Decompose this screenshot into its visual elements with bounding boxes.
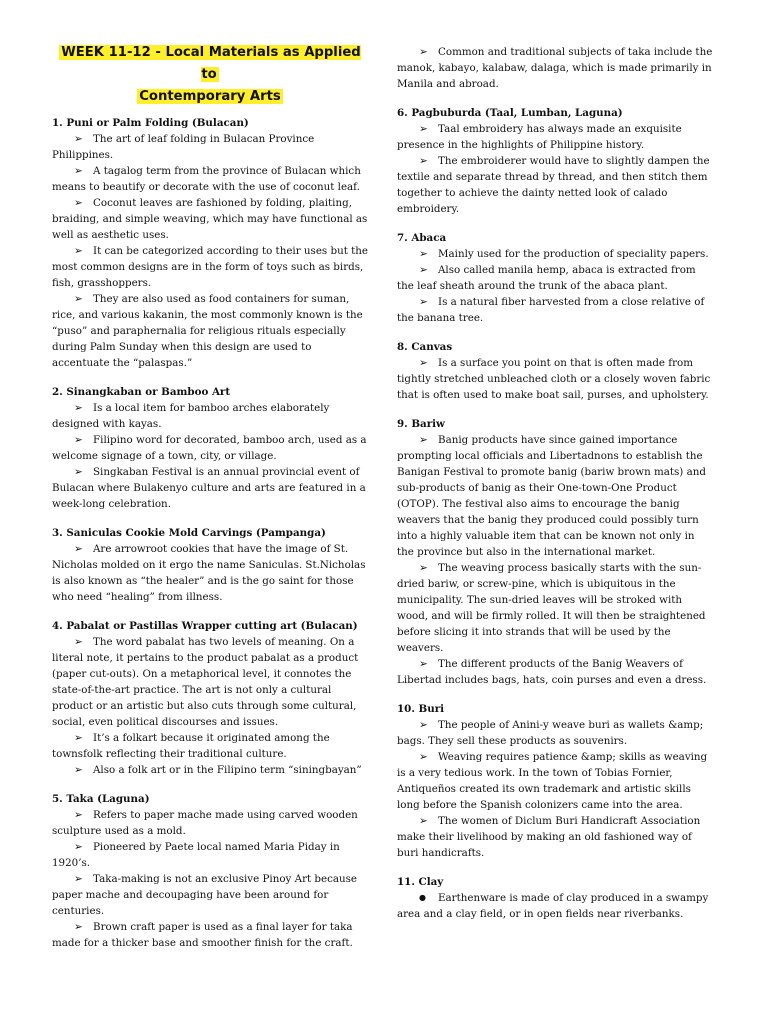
list-item <box>52 195 368 243</box>
list-item-text: Banig products have since gained importance prompting local officials and Libertadnons to establish the Banigan Festival to promote banig (bariw brown mats) and sub-products of banig as their One-town-One Product (OTOP). The festival also aims to encourage the banig weavers that the banig they produced could possibly turn into a highly valuable item that can be known not only in the province but also in the international market. <box>397 434 706 558</box>
list-item <box>52 541 368 605</box>
page-title <box>52 42 368 108</box>
list-item-text: The different products of the Banig Weavers of Libertad includes bags, hats, coin purses and even a dress. <box>397 658 707 686</box>
section <box>52 115 368 371</box>
arrow-bullet-icon: ➢ <box>74 434 83 446</box>
arrow-bullet-icon: ➢ <box>419 658 428 670</box>
list-item <box>397 717 713 749</box>
list-item-text: It’s a folkart because it originated among the townsfolk reflecting their traditional culture. <box>52 732 330 760</box>
list-item <box>52 762 368 778</box>
list-item-text: The women of Diclum Buri Handicraft Association make their livelihood by making an old fashioned way of buri handicrafts. <box>397 815 701 859</box>
section-heading: 1. Puni or Palm Folding (Bulacan) <box>52 117 249 129</box>
list-item <box>397 813 713 861</box>
list-item <box>52 163 368 195</box>
list-item <box>397 121 713 153</box>
arrow-bullet-icon: ➢ <box>74 764 83 776</box>
right-sections <box>397 44 713 922</box>
section <box>397 339 713 403</box>
list-item <box>397 890 713 922</box>
arrow-bullet-icon: ➢ <box>419 248 428 260</box>
section-heading: 10. Buri <box>397 703 445 715</box>
list-item-text: Singkaban Festival is an annual provincial event of Bulacan where Bulakenyo culture and arts are featured in a week-long celebration. <box>52 466 366 510</box>
list-item-text: Also called manila hemp, abaca is extracted from the leaf sheath around the trunk of the abaca plant. <box>397 264 696 292</box>
arrow-bullet-icon: ➢ <box>74 245 83 257</box>
arrow-bullet-icon: ➢ <box>419 296 428 308</box>
arrow-bullet-icon: ➢ <box>74 841 83 853</box>
list-item <box>52 400 368 432</box>
section <box>397 701 713 861</box>
arrow-bullet-icon: ➢ <box>419 751 428 763</box>
arrow-bullet-icon: ➢ <box>419 155 428 167</box>
title-line-2: Contemporary Arts <box>139 89 281 104</box>
arrow-bullet-icon: ➢ <box>419 815 428 827</box>
list-item <box>52 464 368 512</box>
list-item <box>397 355 713 403</box>
list-item-text: Brown craft paper is used as a final layer for taka made for a thicker base and smoother finish for the craft. <box>52 921 353 949</box>
list-item-text: Refers to paper mache made using carved wooden sculpture used as a mold. <box>52 809 358 837</box>
list-item-text: The weaving process basically starts with the sun-dried bariw, or screw-pine, which is ubiquitous in the municipality. The sun-dried leaves will be stroked with wood, and will be firmly rolled. It will then be straightened before slicing it into strands that will be used by the weavers. <box>397 562 706 654</box>
list-item-text: Filipino word for decorated, bamboo arch, used as a welcome signage of a town, city, or village. <box>52 434 367 462</box>
section-heading: 2. Sinangkaban or Bamboo Art <box>52 386 231 398</box>
arrow-bullet-icon: ➢ <box>74 543 83 555</box>
list-item-text: Taka-making is not an exclusive Pinoy Art because paper mache and decoupaging have been around for centuries. <box>52 873 357 917</box>
arrow-bullet-icon: ➢ <box>74 133 83 145</box>
section-heading: 8. Canvas <box>397 341 453 353</box>
list-item-text: Pioneered by Paete local named Maria Piday in 1920’s. <box>52 841 340 869</box>
list-item <box>397 262 713 294</box>
list-item-text: It can be categorized according to their uses but the most common designs are in the form of toys such as birds, fish, grasshoppers. <box>52 245 368 289</box>
arrow-bullet-icon: ➢ <box>419 46 428 58</box>
section <box>52 791 368 951</box>
arrow-bullet-icon: ➢ <box>419 357 428 369</box>
list-item-text: A tagalog term from the province of Bulacan which means to beautify or decorate with the use of coconut leaf. <box>52 165 361 193</box>
left-sections <box>52 115 368 951</box>
list-item-text: Common and traditional subjects of taka include the manok, kabayo, kalabaw, dalaga, which is made primarily in Manila and abroad. <box>397 46 713 90</box>
section <box>397 44 713 92</box>
list-item <box>52 807 368 839</box>
arrow-bullet-icon: ➢ <box>74 466 83 478</box>
arrow-bullet-icon: ➢ <box>419 264 428 276</box>
arrow-bullet-icon: ➢ <box>74 921 83 933</box>
title-line-1: WEEK 11-12 - Local Materials as Applied to <box>61 45 361 82</box>
arrow-bullet-icon: ➢ <box>419 123 428 135</box>
arrow-bullet-icon: ➢ <box>74 293 83 305</box>
list-item-text: Earthenware is made of clay produced in a swampy area and a clay field, or in open fields near riverbanks. <box>397 892 709 920</box>
section-heading: 4. Pabalat or Pastillas Wrapper cutting art (Bulacan) <box>52 620 358 632</box>
list-item <box>52 839 368 871</box>
section-heading: 5. Taka (Laguna) <box>52 793 150 805</box>
section <box>397 230 713 326</box>
list-item-text: Weaving requires patience &amp; skills as weaving is a very tedious work. In the town of Tobias Fornier, Antiqueños created its own trademark and artistic skills long before the Spanish colonizers came into the area. <box>397 751 708 811</box>
list-item <box>52 243 368 291</box>
list-item-text: Coconut leaves are fashioned by folding, plaiting, braiding, and simple weaving, which may have functional as well as aesthetic uses. <box>52 197 368 241</box>
section <box>52 525 368 605</box>
list-item <box>52 634 368 730</box>
list-item-text: The art of leaf folding in Bulacan Province Philippines. <box>52 133 315 161</box>
list-item <box>52 432 368 464</box>
list-item-text: Also a folk art or in the Filipino term “siningbayan” <box>93 764 362 776</box>
list-item <box>52 131 368 163</box>
list-item <box>397 749 713 813</box>
list-item <box>397 560 713 656</box>
section <box>52 384 368 512</box>
list-item-text: The word pabalat has two levels of meaning. On a literal note, it pertains to the product pabalat as a product (paper cut-outs). On a metaphorical level, it connotes the state-of-the-art practice. The art is not only a cultural product or an artistic but also cuts through some cultural, social, even political discourses and issues. <box>52 636 359 728</box>
list-item-text: Is a surface you point on that is often made from tightly stretched unbleached cloth or a closely woven fabric that is often used to make boat sail, purses, and upholstery. <box>397 357 711 401</box>
list-item-text: The people of Anini-y weave buri as wallets &amp; bags. They sell these products as souvenirs. <box>397 719 704 747</box>
arrow-bullet-icon: ➢ <box>419 562 428 574</box>
section-heading: 6. Pagbuburda (Taal, Lumban, Laguna) <box>397 107 623 119</box>
list-item <box>397 246 713 262</box>
list-item-text: They are also used as food containers for suman, rice, and various kakanin, the most commonly known is the “puso” and paraphernalia for religious rituals especially during Palm Sunday when this design are used to accentuate the “palaspas.” <box>52 293 363 369</box>
arrow-bullet-icon: ➢ <box>419 434 428 446</box>
arrow-bullet-icon: ➢ <box>74 732 83 744</box>
list-item <box>397 153 713 217</box>
arrow-bullet-icon: ➢ <box>74 402 83 414</box>
list-item <box>52 730 368 762</box>
section <box>52 618 368 778</box>
left-column <box>52 42 368 964</box>
list-item-text: Is a natural fiber harvested from a close relative of the banana tree. <box>397 296 705 324</box>
list-item <box>52 919 368 951</box>
bullet-dot-icon: ● <box>419 893 426 902</box>
arrow-bullet-icon: ➢ <box>74 165 83 177</box>
list-item-text: Mainly used for the production of speciality papers. <box>438 248 709 260</box>
arrow-bullet-icon: ➢ <box>74 636 83 648</box>
arrow-bullet-icon: ➢ <box>74 809 83 821</box>
section-heading: 3. Saniculas Cookie Mold Carvings (Pampanga) <box>52 527 326 539</box>
arrow-bullet-icon: ➢ <box>74 197 83 209</box>
list-item <box>397 432 713 560</box>
section <box>397 874 713 922</box>
section <box>397 416 713 688</box>
section-heading: 7. Abaca <box>397 232 447 244</box>
list-item-text: The embroiderer would have to slightly dampen the textile and separate thread by thread, and then stitch them together to achieve the dainty netted look of calado embroidery. <box>397 155 710 215</box>
list-item-text: Are arrowroot cookies that have the image of St. Nicholas molded on it ergo the name Saniculas. St.Nicholas is also known as “the healer” and is the go saint for those who need “healing” from illness. <box>52 543 366 603</box>
list-item <box>397 294 713 326</box>
arrow-bullet-icon: ➢ <box>419 719 428 731</box>
list-item-text: Taal embroidery has always made an exquisite presence in the highlights of Philippine history. <box>397 123 682 151</box>
section-heading: 9. Bariw <box>397 418 445 430</box>
list-item <box>52 291 368 371</box>
right-column <box>397 44 713 935</box>
list-item <box>397 656 713 688</box>
list-item <box>397 44 713 92</box>
section <box>397 105 713 217</box>
arrow-bullet-icon: ➢ <box>74 873 83 885</box>
section-heading: 11. Clay <box>397 876 444 888</box>
list-item <box>52 871 368 919</box>
list-item-text: Is a local item for bamboo arches elaborately designed with kayas. <box>52 402 330 430</box>
